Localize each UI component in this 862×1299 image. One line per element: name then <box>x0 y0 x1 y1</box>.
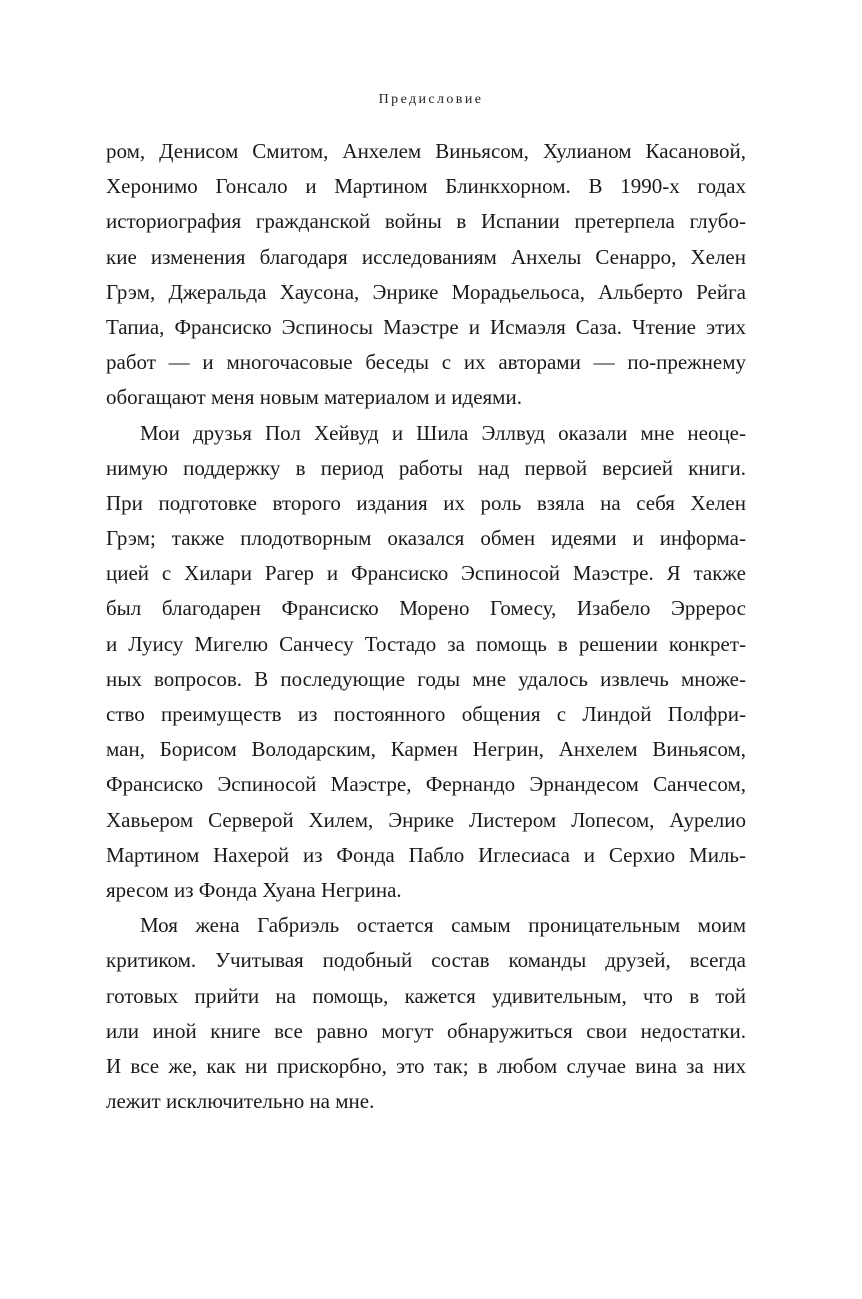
running-head: Предисловие <box>378 92 484 107</box>
text-line: ство преимуществ из постоянного общения с Линдой Полфри- <box>106 702 746 726</box>
body-text <box>106 134 746 1119</box>
text-line: нимую поддержку в период работы над первой версией книги. <box>106 455 746 480</box>
text-line: ром, Денисом Смитом, Анхелем Виньясом, Хулианом Касановой, <box>106 139 746 163</box>
text-line: был благодарен Франсиско Морено Гомесу, Изабело Эррерос <box>106 596 746 621</box>
text-line: ных вопросов. В последующие годы мне удалось извлечь множе- <box>106 666 746 691</box>
text-line: яресом из Фонда Хуана Негрина. <box>106 877 402 902</box>
text-line: или иной книге все равно могут обнаружиться свои недостатки. <box>106 1018 746 1043</box>
text-line: Хавьером Серверой Хилем, Энрике Листером Лопесом, Аурелио <box>106 807 746 832</box>
paragraph-3 <box>106 908 746 1119</box>
text-line: историография гражданской войны в Испании претерпела глубо- <box>106 209 746 234</box>
text-line: И все же, как ни прискорбно, это так; в любом случае вина за них <box>106 1053 746 1078</box>
text-line: критиком. Учитывая подобный состав команды друзей, всегда <box>106 948 746 973</box>
text-line: кие изменения благодаря исследованиям Анхелы Сенарро, Хелен <box>106 244 746 269</box>
text-line: Моя жена Габриэль остается самым проницательным моим <box>140 913 746 938</box>
text-line: цией с Хилари Рагер и Франсиско Эспиносой Маэстре. Я также <box>106 561 746 586</box>
text-line: Франсиско Эспиносой Маэстре, Фернандо Эрнандесом Санчесом, <box>106 772 746 797</box>
text-line: готовых прийти на помощь, кажется удивительным, что в той <box>106 983 746 1008</box>
paragraph-2 <box>106 416 746 909</box>
text-line: При подготовке второго издания их роль взяла на себя Хелен <box>106 490 746 515</box>
text-line: Грэм; также плодотворным оказался обмен идеями и информа- <box>106 526 746 551</box>
text-line: обогащают меня новым материалом и идеями. <box>106 385 522 410</box>
text-line: лежит исключительно на мне. <box>106 1089 375 1114</box>
text-line: работ — и многочасовые беседы с их авторами — по-прежнему <box>106 350 746 375</box>
text-line: Херонимо Гонсало и Мартином Блинкхорном. В 1990-х годах <box>106 174 746 199</box>
text-line: Мои друзья Пол Хейвуд и Шила Эллвуд оказали мне неоце- <box>140 420 746 445</box>
text-line: Грэм, Джеральда Хаусона, Энрике Морадьельоса, Альберто Рейга <box>106 279 746 304</box>
text-line: и Луису Мигелю Санчесу Тостадо за помощь в решении конкрет- <box>106 631 746 656</box>
text-line: Тапиа, Франсиско Эспиносы Маэстре и Исмаэля Саза. Чтение этих <box>106 314 746 339</box>
text-line: Мартином Нахерой из Фонда Пабло Иглесиаса и Серхио Миль- <box>106 842 746 867</box>
text-line: ман, Борисом Володарским, Кармен Негрин, Анхелем Виньясом, <box>106 737 746 762</box>
paragraph-1 <box>106 134 746 416</box>
